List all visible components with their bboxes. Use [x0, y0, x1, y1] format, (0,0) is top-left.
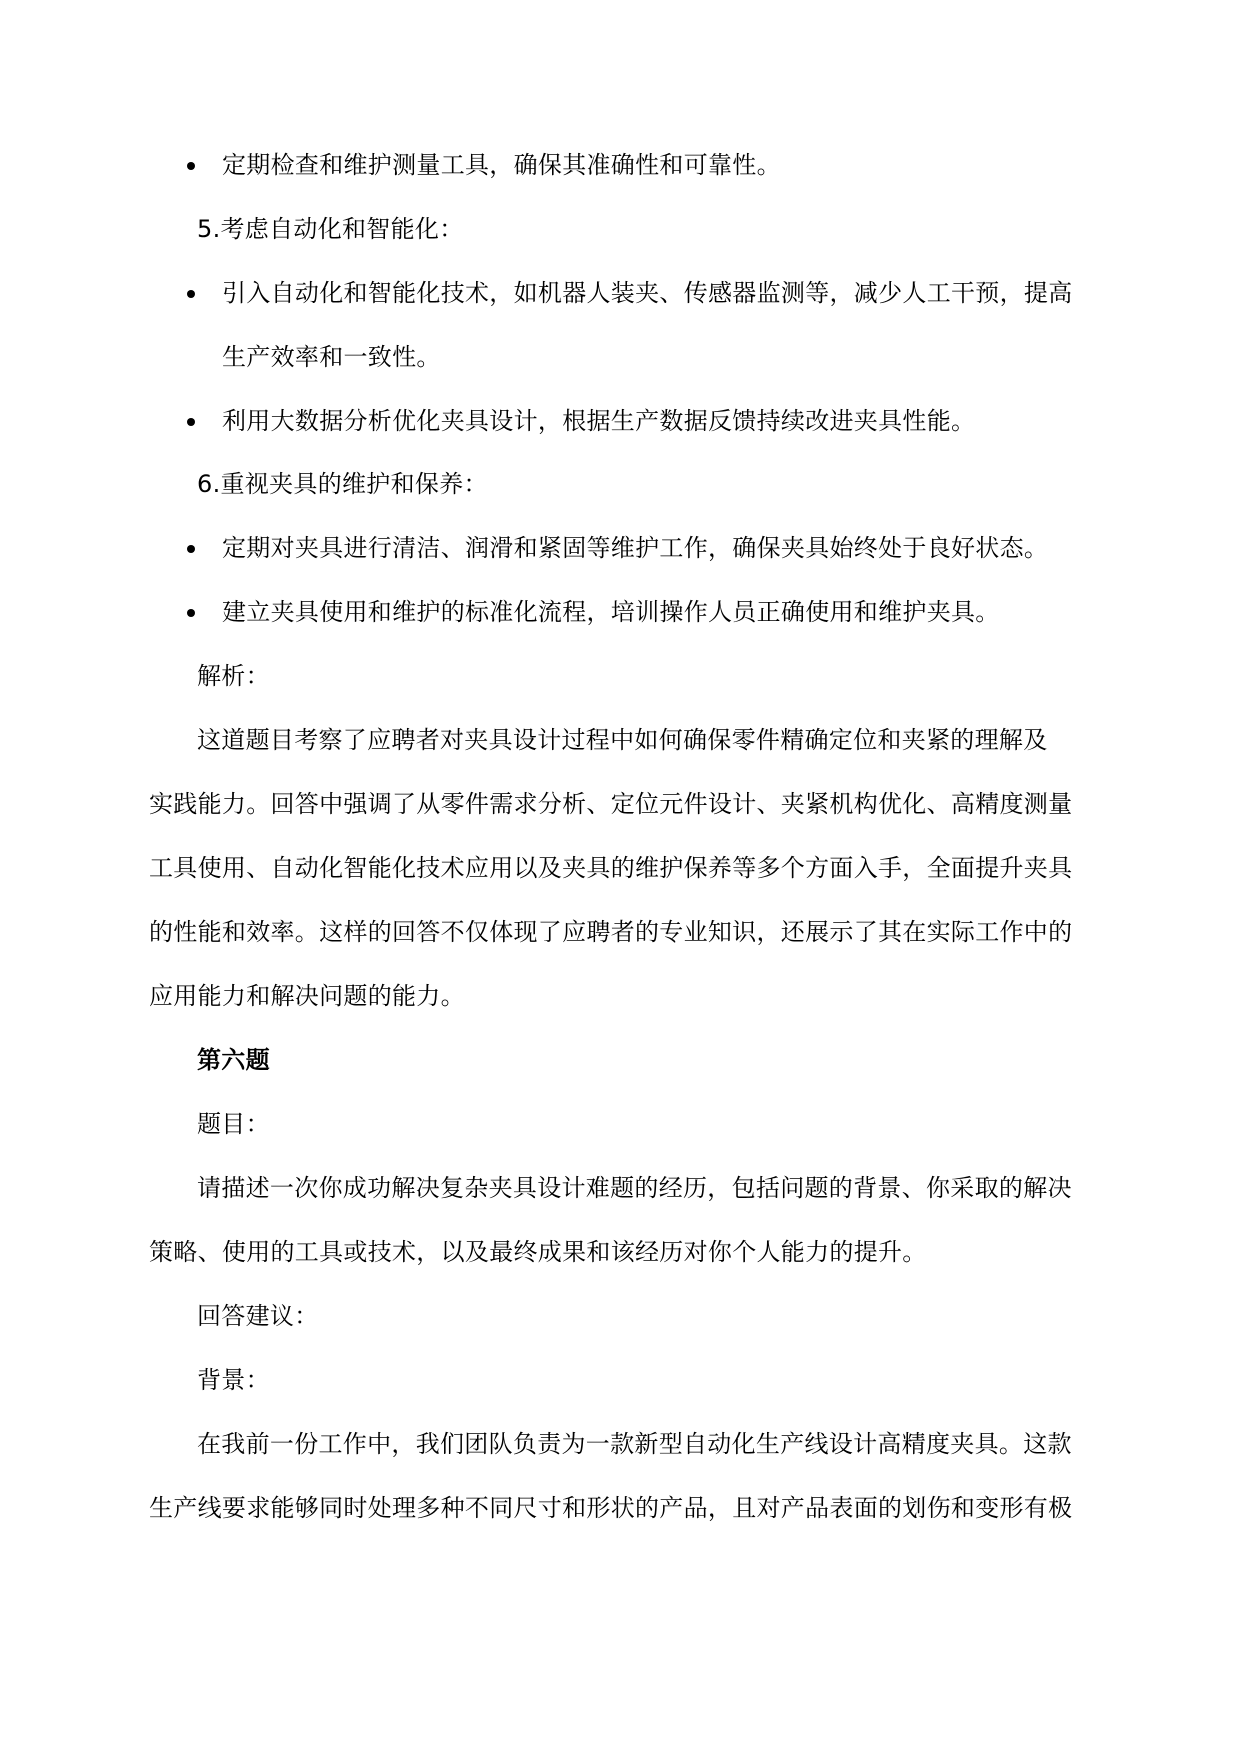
- topic-line: 策略、使用的工具或技术，以及最终成果和该经历对你个人能力的提升。: [149, 1238, 927, 1266]
- topic-label: 题目：: [197, 1110, 270, 1138]
- bullet-text: 利用大数据分析优化夹具设计，根据生产数据反馈持续改进夹具性能。: [222, 407, 976, 435]
- background-line: 生产线要求能够同时处理多种不同尺寸和形状的产品，且对产品表面的划伤和变形有极: [149, 1494, 1073, 1522]
- item-title: 考虑自动化和智能化：: [220, 215, 464, 243]
- bullet-dot: [187, 418, 195, 426]
- bullet-text: 引入自动化和智能化技术，如机器人装夹、传感器监测等，减少人工干预，提高: [222, 279, 1073, 307]
- analysis-line: 的性能和效率。这样的回答不仅体现了应聘者的专业知识，还展示了其在实际工作中的: [149, 918, 1073, 946]
- topic-line: 请描述一次你成功解决复杂夹具设计难题的经历，包括问题的背景、你采取的解决: [197, 1174, 1072, 1202]
- analysis-line: 实践能力。回答中强调了从零件需求分析、定位元件设计、夹紧机构优化、高精度测量: [149, 790, 1073, 818]
- bullet-dot: [187, 290, 195, 298]
- bullet-text: 建立夹具使用和维护的标准化流程，培训操作人员正确使用和维护夹具。: [222, 598, 1000, 626]
- question-heading: 第六题: [197, 1045, 270, 1074]
- background-line: 在我前一份工作中，我们团队负责为一款新型自动化生产线设计高精度夹具。这款: [197, 1430, 1072, 1458]
- item-number: 6.: [197, 470, 221, 498]
- bullet-dot: [187, 609, 195, 617]
- analysis-label: 解析：: [197, 662, 270, 690]
- bullet-dot: [187, 162, 195, 170]
- background-label: 背景：: [197, 1366, 270, 1394]
- item-number: 5.: [197, 215, 221, 243]
- item-heading: [197, 467, 488, 501]
- analysis-line: 工具使用、自动化智能化技术应用以及夹具的维护保养等多个方面入手，全面提升夹具: [149, 854, 1073, 882]
- item-title: 重视夹具的维护和保养：: [220, 470, 488, 498]
- bullet-text-continuation: 生产效率和一致性。: [222, 343, 441, 371]
- bullet-dot: [187, 545, 195, 553]
- item-heading: [197, 212, 464, 246]
- bullet-text: 定期对夹具进行清洁、润滑和紧固等维护工作，确保夹具始终处于良好状态。: [222, 534, 1049, 562]
- suggestion-label: 回答建议：: [197, 1302, 319, 1330]
- analysis-line: 应用能力和解决问题的能力。: [149, 982, 465, 1010]
- analysis-line: 这道题目考察了应聘者对夹具设计过程中如何确保零件精确定位和夹紧的理解及: [197, 726, 1048, 754]
- bullet-text: 定期检查和维护测量工具，确保其准确性和可靠性。: [222, 151, 781, 179]
